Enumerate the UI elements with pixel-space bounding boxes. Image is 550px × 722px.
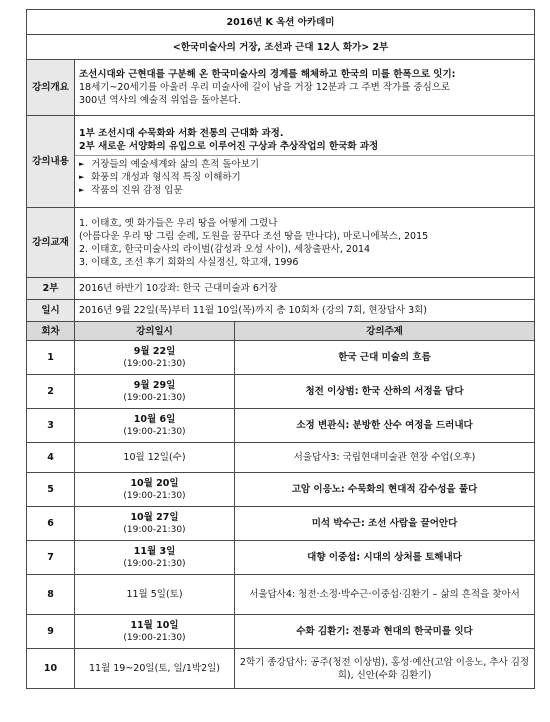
- overview-line-3: 300년 역사의 예술적 위업을 돌아본다.: [79, 95, 241, 106]
- session-topic: 청전 이상범: 한국 산하의 서정을 담다: [235, 375, 535, 409]
- header-topic: 강의주제: [235, 322, 535, 341]
- table-row: [27, 375, 535, 409]
- content-bullet: [79, 184, 530, 197]
- session-time: (19:00-21:30): [123, 524, 186, 535]
- session-number: 9: [27, 615, 75, 649]
- session-topic: 서울답사3: 국립현대미술관 현장 수업(오후): [235, 443, 535, 473]
- table-row: [27, 575, 535, 615]
- session-date: 10월 12일(수): [75, 443, 235, 473]
- schedule-label: 일시: [27, 300, 75, 322]
- document-title: 2016년 K 옥션 아카데미: [27, 10, 535, 35]
- session-date-cell: [75, 541, 235, 575]
- table-row: [27, 541, 535, 575]
- session-time: (19:00-21:30): [123, 490, 186, 501]
- schedule-text: 2016년 9월 22일(목)부터 11월 10일(목)까지 총 10회차 (강의 7회, 현장답사 3회): [75, 300, 535, 322]
- bullet-arrow-icon: ►: [79, 172, 85, 181]
- session-date: 11월 5일(토): [75, 575, 235, 615]
- session-date: 11월 19~20일(토, 일/1박2일): [75, 649, 235, 689]
- table-row: [27, 507, 535, 541]
- session-number: 2: [27, 375, 75, 409]
- session-date-cell: [75, 341, 235, 375]
- textbook-line: 2. 이태호, 한국미술사의 라이벌(감성과 오성 사이), 세창출판사, 2014: [79, 243, 371, 255]
- session-date: 10월 6일: [133, 413, 176, 425]
- session-time: (19:00-21:30): [123, 632, 186, 643]
- session-date: 10월 20일: [130, 477, 179, 489]
- overview-cell: [75, 60, 535, 116]
- textbook-line: 3. 이태호, 조선 후기 회화의 사실정신, 학고재, 1996: [79, 256, 299, 268]
- header-session: 회차: [27, 322, 75, 341]
- session-date: 9월 22일: [133, 345, 176, 357]
- table-row: [27, 649, 535, 689]
- session-date-cell: [75, 615, 235, 649]
- session-topic: 수화 김환기: 전통과 현대의 한국미를 잇다: [235, 615, 535, 649]
- session-date-cell: [75, 409, 235, 443]
- session-date: 11월 3일: [133, 545, 176, 557]
- session-time: (19:00-21:30): [123, 558, 186, 569]
- session-number: 10: [27, 649, 75, 689]
- part2-text: 2016년 하반기 10강좌: 한국 근대미술과 6거장: [75, 278, 535, 300]
- overview-label: 강의개요: [27, 60, 75, 116]
- session-topic: 한국 근대 미술의 흐름: [235, 341, 535, 375]
- session-topic: 미석 박수근: 조선 사람을 끌어안다: [235, 507, 535, 541]
- content-bullet: [79, 158, 530, 171]
- overview-line-1: 조선시대와 근현대를 구분해 온 한국미술사의 경계를 해체하고 한국의 미를 한폭으로 잇기:: [79, 69, 456, 80]
- session-number: 7: [27, 541, 75, 575]
- overview-line-2: 18세기~20세기를 아울러 우리 미술사에 길이 남을 거장 12분과 그 주변 작가를 중심으로: [79, 82, 451, 93]
- lecture-table-header: [27, 322, 535, 341]
- session-date: 9월 29일: [133, 379, 176, 391]
- session-date: 10월 27일: [130, 511, 179, 523]
- content-bullet-text: 작품의 진위 감정 입문: [91, 184, 183, 196]
- document-subtitle: <한국미술사의 거장, 조선과 근대 12人 화가> 2부: [27, 35, 535, 60]
- content-label: 강의내용: [27, 116, 75, 208]
- textbooks-label: 강의교재: [27, 208, 75, 278]
- session-topic: 소정 변관식: 분방한 산수 여정을 드러내다: [235, 409, 535, 443]
- header-date: 강의일시: [75, 322, 235, 341]
- content-part2: 2부 새로운 서양화의 유입으로 이루어진 구상과 추상작업의 한국화 과정: [79, 140, 379, 152]
- session-topic: 대향 이중섭: 시대의 상처를 토해내다: [235, 541, 535, 575]
- session-time: (19:00-21:30): [123, 358, 186, 369]
- session-date-cell: [75, 507, 235, 541]
- content-cell: [75, 116, 535, 208]
- session-number: 3: [27, 409, 75, 443]
- bullet-arrow-icon: ►: [79, 185, 85, 194]
- session-topic: 서울답사4: 청전·소정·박수근·이중섭·김환기 – 삶의 흔적을 찾아서: [235, 575, 535, 615]
- content-bullet-text: 화풍의 개성과 형식적 특징 이해하기: [91, 171, 241, 183]
- academy-sheet: [26, 9, 535, 689]
- session-date-cell: [75, 473, 235, 507]
- session-topic: 고암 이응노: 수묵화의 현대적 감수성을 풀다: [235, 473, 535, 507]
- table-row: [27, 341, 535, 375]
- content-bullet: [79, 171, 530, 184]
- session-number: 1: [27, 341, 75, 375]
- session-time: (19:00-21:30): [123, 392, 186, 403]
- session-number: 6: [27, 507, 75, 541]
- session-date-cell: [75, 375, 235, 409]
- session-number: 8: [27, 575, 75, 615]
- session-number: 5: [27, 473, 75, 507]
- session-date: 11월 10일: [130, 619, 179, 631]
- table-row: [27, 615, 535, 649]
- content-part1: 1부 조선시대 수묵화와 서화 전통의 근대화 과정.: [79, 127, 284, 139]
- table-row: [27, 473, 535, 507]
- content-bullet-text: 거장들의 예술세계와 삶의 흔적 돌아보기: [91, 158, 260, 170]
- table-row: [27, 409, 535, 443]
- session-number: 4: [27, 443, 75, 473]
- session-time: (19:00-21:30): [123, 426, 186, 437]
- session-topic: 2학기 종강답사: 공주(청전 이상범), 홍성·예산(고암 이응노, 추사 김정희), 신안(수화 김환기): [235, 649, 535, 689]
- bullet-arrow-icon: ►: [79, 159, 85, 168]
- textbook-line: 1. 이태호, 옛 화가들은 우리 땅을 어떻게 그렸나: [79, 217, 278, 229]
- part2-label: 2부: [27, 278, 75, 300]
- textbook-line: (아름다운 우리 땅 그림 순례, 도원을 꿈꾸다 조선 땅을 만나다), 마로니에북스, 2015: [79, 230, 429, 242]
- textbooks-cell: [75, 208, 535, 278]
- table-row: [27, 443, 535, 473]
